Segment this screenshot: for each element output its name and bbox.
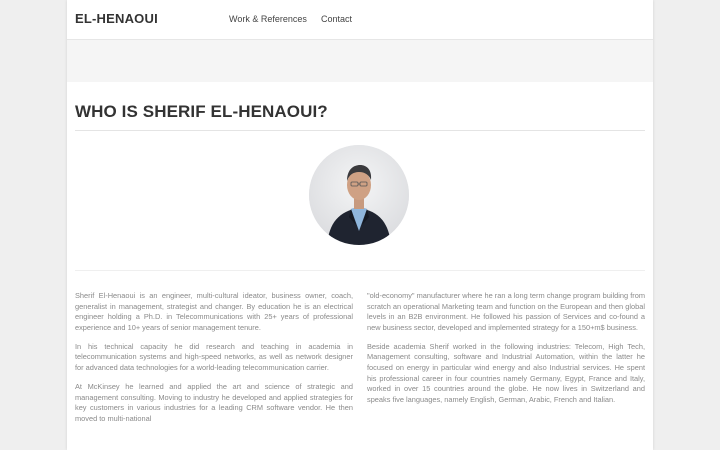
page-title: WHO IS SHERIF EL-HENAOUI? bbox=[75, 102, 328, 121]
portrait-photo bbox=[309, 145, 409, 245]
nav-link-work-references[interactable]: Work & References bbox=[229, 14, 307, 24]
bio-paragraph: "old-economy" manufacturer where he ran a long term change program building from scratch an operational Marketing team and function on the European and then global levels in an B2B environment. He followed his passion of Services and co-found a new business sector, developed and implemented strategy for a 150+m$ business. bbox=[367, 291, 645, 332]
bio-paragraph: In his technical capacity he did research and teaching in academia in telecommunication systems and high-speed networks, as well as network designer for advanced data technologies for a world-leading telecommunication carrier. bbox=[75, 341, 353, 373]
nav-link-contact[interactable]: Contact bbox=[321, 14, 353, 24]
portrait-illustration bbox=[309, 145, 409, 245]
content-divider bbox=[75, 270, 645, 271]
hero-band bbox=[67, 40, 653, 82]
page-container bbox=[67, 0, 653, 450]
title-divider bbox=[75, 130, 645, 131]
brand-logo[interactable]: EL-HENAOUI bbox=[75, 11, 158, 26]
bio-column-right bbox=[367, 291, 645, 414]
navbar bbox=[67, 0, 653, 40]
bio-paragraph: Beside academia Sherif worked in the following industries: Telecom, High Tech, Management consulting, software and Industrial Automation, within the latter he focused on energy in particular wind energy and also Industrial services. He spent his professional career in four countries namely Germany, Egypt, France and Italy, worked in over 15 countries around the globe. He now lives in Switzerland and speaks five languages, namely English, German, Arabic, French and Italian. bbox=[367, 341, 645, 404]
bio-paragraph: At McKinsey he learned and applied the art and science of strategic and management consulting. Moving to industry he developed and applied strategies for key customers in various industries for a leading CRM software vendor. He then moved to multi-national bbox=[75, 382, 353, 423]
bio-column-left bbox=[75, 291, 353, 433]
bio-paragraph: Sherif El-Henaoui is an engineer, multi-cultural ideator, business owner, coach, generalist in management, strategist and changer. By education he is an electrical engineer holding a Ph.D. in Telecommunications with 25+ years of professional experience and 10+ years of senior management tenure. bbox=[75, 291, 353, 332]
